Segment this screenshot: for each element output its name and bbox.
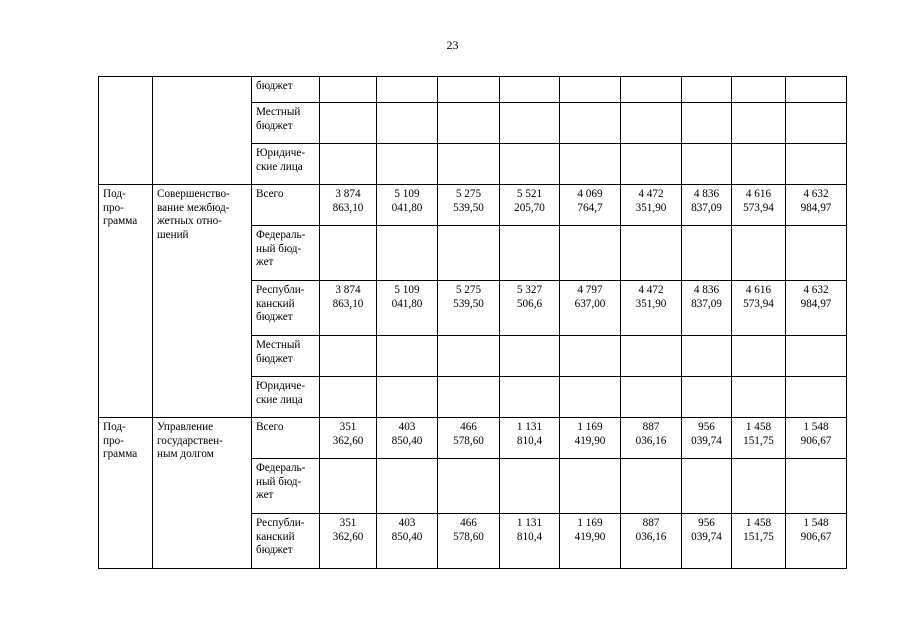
- value-cell: 1 131 810,4: [500, 418, 560, 459]
- value-cell: 5 109 041,80: [377, 281, 438, 336]
- value-cell: [500, 377, 560, 418]
- source-cell: Местный бюджет: [252, 336, 320, 377]
- table-row: [99, 185, 847, 226]
- value-cell: [682, 336, 732, 377]
- value-cell: [682, 377, 732, 418]
- value-cell: [621, 459, 682, 514]
- value-cell: 3 874 863,10: [320, 185, 377, 226]
- value-cell: 1 169 419,90: [560, 514, 621, 569]
- value-cell: 5 275 539,50: [438, 281, 500, 336]
- value-cell: [621, 377, 682, 418]
- value-cell: 4 069 764,7: [560, 185, 621, 226]
- value-cell: 4 616 573,94: [732, 185, 786, 226]
- value-cell: 4 472 351,90: [621, 281, 682, 336]
- value-cell: [621, 77, 682, 103]
- value-cell: [560, 77, 621, 103]
- source-cell: Всего: [252, 418, 320, 459]
- value-cell: 466 578,60: [438, 418, 500, 459]
- value-cell: [377, 144, 438, 185]
- value-cell: [438, 103, 500, 144]
- table-row: [99, 77, 847, 103]
- value-cell: 1 548 906,67: [786, 514, 847, 569]
- value-cell: [621, 226, 682, 281]
- name-cell: Совершенство- вание межбюд- жетных отно- шений: [153, 185, 252, 418]
- value-cell: [682, 103, 732, 144]
- value-cell: 4 616 573,94: [732, 281, 786, 336]
- value-cell: [438, 77, 500, 103]
- source-cell: Федераль- ный бюд- жет: [252, 226, 320, 281]
- value-cell: 1 548 906,67: [786, 418, 847, 459]
- value-cell: [438, 459, 500, 514]
- value-cell: [377, 77, 438, 103]
- value-cell: [377, 377, 438, 418]
- value-cell: [500, 226, 560, 281]
- source-cell: Юридиче- ские лица: [252, 377, 320, 418]
- table-body: [99, 77, 847, 569]
- value-cell: 1 458 151,75: [732, 514, 786, 569]
- value-cell: 4 797 637,00: [560, 281, 621, 336]
- value-cell: [500, 144, 560, 185]
- type-cell: [99, 77, 153, 185]
- value-cell: 1 458 151,75: [732, 418, 786, 459]
- value-cell: [438, 144, 500, 185]
- value-cell: [786, 144, 847, 185]
- value-cell: [732, 336, 786, 377]
- value-cell: [320, 377, 377, 418]
- value-cell: [786, 226, 847, 281]
- value-cell: [320, 336, 377, 377]
- value-cell: 1 169 419,90: [560, 418, 621, 459]
- value-cell: [377, 459, 438, 514]
- source-cell: Республи- канский бюджет: [252, 514, 320, 569]
- value-cell: [786, 459, 847, 514]
- value-cell: [621, 103, 682, 144]
- value-cell: [560, 459, 621, 514]
- value-cell: [500, 77, 560, 103]
- value-cell: [500, 336, 560, 377]
- value-cell: [786, 103, 847, 144]
- value-cell: 351 362,60: [320, 418, 377, 459]
- value-cell: [377, 226, 438, 281]
- value-cell: 4 836 837,09: [682, 281, 732, 336]
- value-cell: [682, 226, 732, 281]
- value-cell: [377, 103, 438, 144]
- value-cell: 887 036,16: [621, 418, 682, 459]
- value-cell: [320, 226, 377, 281]
- value-cell: [732, 77, 786, 103]
- value-cell: [500, 103, 560, 144]
- value-cell: [500, 459, 560, 514]
- name-cell: Управление государствен- ным долгом: [153, 418, 252, 569]
- value-cell: [621, 336, 682, 377]
- type-cell: Под- про- грамма: [99, 418, 153, 569]
- value-cell: [682, 459, 732, 514]
- value-cell: 5 109 041,80: [377, 185, 438, 226]
- value-cell: 351 362,60: [320, 514, 377, 569]
- name-cell: [153, 77, 252, 185]
- value-cell: 887 036,16: [621, 514, 682, 569]
- value-cell: [560, 336, 621, 377]
- value-cell: [560, 103, 621, 144]
- value-cell: [682, 77, 732, 103]
- value-cell: [786, 336, 847, 377]
- source-cell: Всего: [252, 185, 320, 226]
- value-cell: 3 874 863,10: [320, 281, 377, 336]
- source-cell: Юридиче- ские лица: [252, 144, 320, 185]
- value-cell: 466 578,60: [438, 514, 500, 569]
- value-cell: 4 632 984,97: [786, 281, 847, 336]
- value-cell: 5 521 205,70: [500, 185, 560, 226]
- source-cell: Федераль- ный бюд- жет: [252, 459, 320, 514]
- value-cell: [377, 336, 438, 377]
- budget-table: [98, 76, 847, 569]
- value-cell: [560, 144, 621, 185]
- value-cell: [438, 377, 500, 418]
- value-cell: [320, 144, 377, 185]
- value-cell: [732, 226, 786, 281]
- page-number: 23: [446, 38, 459, 52]
- value-cell: [560, 377, 621, 418]
- type-cell: Под- про- грамма: [99, 185, 153, 418]
- value-cell: 403 850,40: [377, 514, 438, 569]
- value-cell: [732, 377, 786, 418]
- source-cell: бюджет: [252, 77, 320, 103]
- value-cell: [438, 226, 500, 281]
- value-cell: 4 472 351,90: [621, 185, 682, 226]
- value-cell: [732, 103, 786, 144]
- source-cell: Республи- канский бюджет: [252, 281, 320, 336]
- value-cell: [560, 226, 621, 281]
- value-cell: [786, 377, 847, 418]
- value-cell: 403 850,40: [377, 418, 438, 459]
- value-cell: [320, 459, 377, 514]
- table-row: [99, 418, 847, 459]
- value-cell: [438, 336, 500, 377]
- value-cell: 956 039,74: [682, 514, 732, 569]
- value-cell: 4 836 837,09: [682, 185, 732, 226]
- source-cell: Местный бюджет: [252, 103, 320, 144]
- value-cell: [732, 144, 786, 185]
- value-cell: 5 275 539,50: [438, 185, 500, 226]
- value-cell: [732, 459, 786, 514]
- value-cell: [682, 144, 732, 185]
- value-cell: [786, 77, 847, 103]
- value-cell: 4 632 984,97: [786, 185, 847, 226]
- value-cell: 5 327 506,6: [500, 281, 560, 336]
- value-cell: [621, 144, 682, 185]
- value-cell: 956 039,74: [682, 418, 732, 459]
- value-cell: 1 131 810,4: [500, 514, 560, 569]
- value-cell: [320, 103, 377, 144]
- value-cell: [320, 77, 377, 103]
